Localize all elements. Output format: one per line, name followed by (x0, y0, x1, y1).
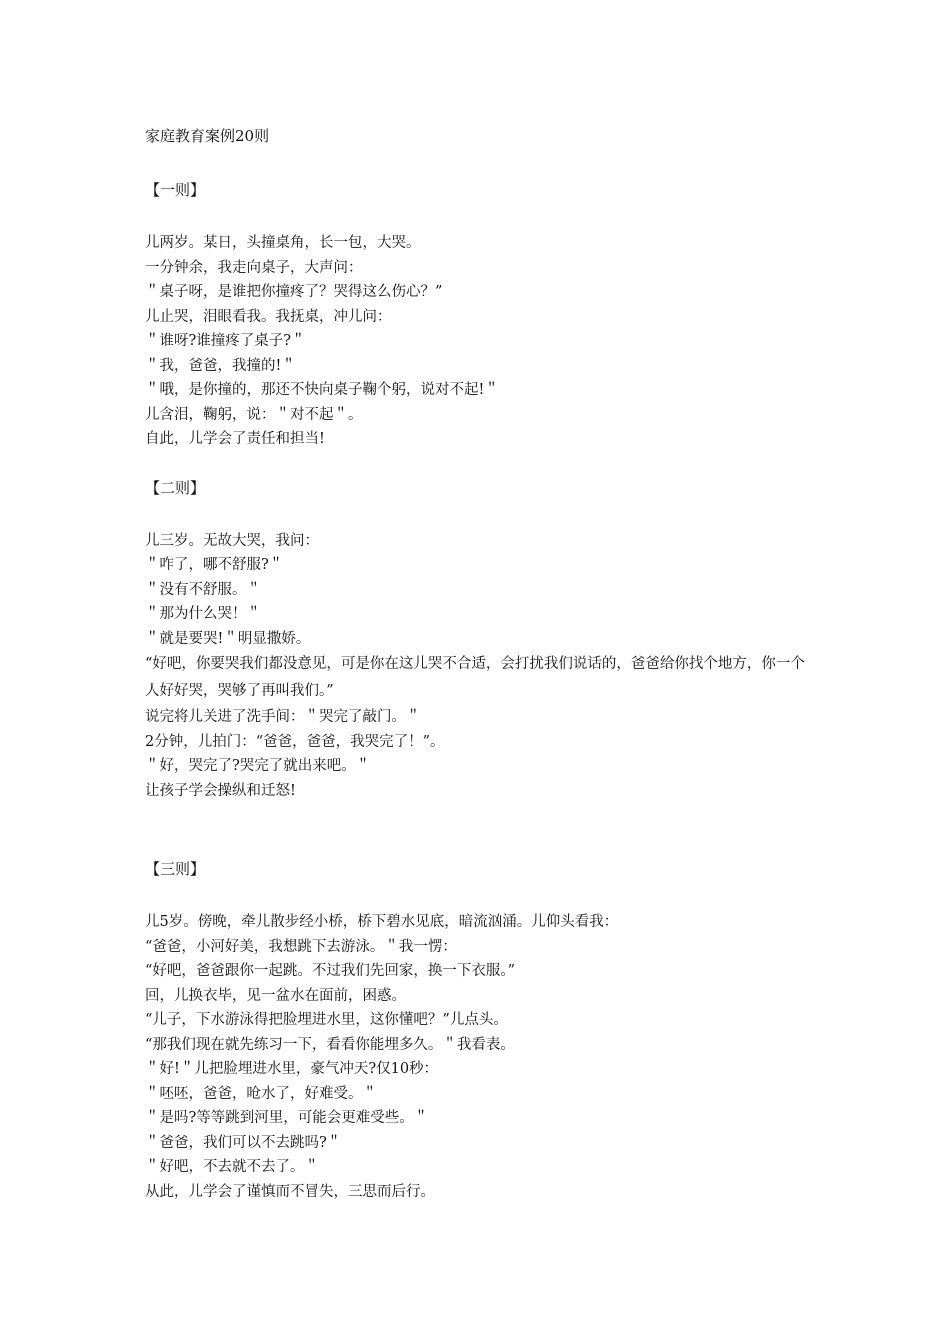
paragraph-line: ＂谁呀?谁撞疼了桌子?＂ (145, 333, 306, 349)
section-heading: 【二则】 (145, 478, 206, 497)
paragraph-line: 儿止哭，泪眼看我。我抚桌，冲儿问： (145, 308, 392, 325)
paragraph-line: 儿三岁。无故大哭，我问： (145, 532, 319, 549)
paragraph-line: “好吧，爸爸跟你一起跳。不过我们先回家，换一下衣服。” (145, 963, 516, 979)
section-heading: 【三则】 (145, 860, 206, 878)
paragraph-line: ＂呸呸，爸爸，呛水了，好难受。＂ (145, 1085, 377, 1102)
paragraph-line: ＂哦，是你撞的，那还不快向桌子鞠个躬，说对不起!＂ (145, 382, 499, 398)
paragraph-line: ＂我，爸爸，我撞的!＂ (145, 357, 296, 374)
paragraph-line: “那我们现在就先练习一下，看看你能埋多久。＂我看表。 (145, 1036, 515, 1053)
paragraph-line: 从此，儿学会了谨慎而不冒失，三思而后行。 (145, 1183, 435, 1200)
paragraph-line: “儿子，下水游泳得把脸埋进水里，这你懂吧？”儿点头。 (145, 1012, 508, 1028)
paragraph-line: ＂好!＂儿把脸埋进水里，豪气冲天?仅10秒： (145, 1061, 439, 1077)
paragraph-line: ＂爸爸，我们可以不去跳吗?＂ (145, 1134, 342, 1151)
section-case-2 (145, 476, 825, 804)
paragraph-line: 让孩子学会操纵和迁怒! (145, 782, 296, 799)
paragraph-line: 说完将儿关进了洗手间：＂哭完了敲门。＂ (145, 709, 421, 725)
paragraph-line: ＂桌子呀，是谁把你撞疼了？哭得这么伤心？” (145, 284, 443, 300)
document-page (145, 124, 825, 1204)
paragraph-line: ＂就是要哭!＂明显撒娇。 (145, 630, 311, 647)
paragraph-line: 儿含泪，鞠躬，说：＂对不起＂。 (145, 406, 363, 423)
paragraph-line: ＂没有不舒服。＂ (145, 581, 261, 598)
paragraph-line: 一分钟余，我走向桌子，大声问： (145, 259, 363, 276)
paragraph-line: ＂是吗?等等跳到河里，可能会更难受些。＂ (145, 1110, 429, 1126)
paragraph-line: ＂好吧，不去就不去了。＂ (145, 1159, 319, 1175)
paragraph-line: “爸爸，小河好美，我想跳下去游泳。＂我一愣： (145, 938, 457, 955)
paragraph-line: ＂那为什么哭！＂ (145, 606, 261, 622)
section-case-1 (145, 178, 825, 452)
paragraph-line: “好吧，你要哭我们都没意见，可是你在这儿哭不合适，会打扰我们说话的，爸爸给你找个地方，你一个人好好哭，哭够了再叫我们。” (145, 656, 805, 699)
paragraph-line: ＂好，哭完了?哭完了就出来吧。＂ (145, 758, 371, 774)
paragraph-line: 儿两岁。某日，头撞桌角，长一包，大哭。 (145, 235, 421, 251)
section-heading: 【一则】 (145, 181, 206, 199)
paragraph-line: 回，儿换衣毕，见一盆水在面前，困惑。 (145, 987, 406, 1004)
paragraph-line: 自此，儿学会了责任和担当! (145, 431, 325, 447)
paragraph-line: 2分钟，儿拍门：“爸爸，爸爸，我哭完了！”。 (145, 733, 445, 750)
paragraph-line: ＂咋了，哪不舒服?＂ (145, 557, 284, 573)
paragraph-line: 儿5岁。傍晚，牵儿散步经小桥，桥下碧水见底，暗流汹涌。儿仰头看我： (145, 914, 619, 930)
section-case-3 (145, 857, 825, 1204)
document-title: 家庭教育案例20则 (145, 127, 270, 145)
